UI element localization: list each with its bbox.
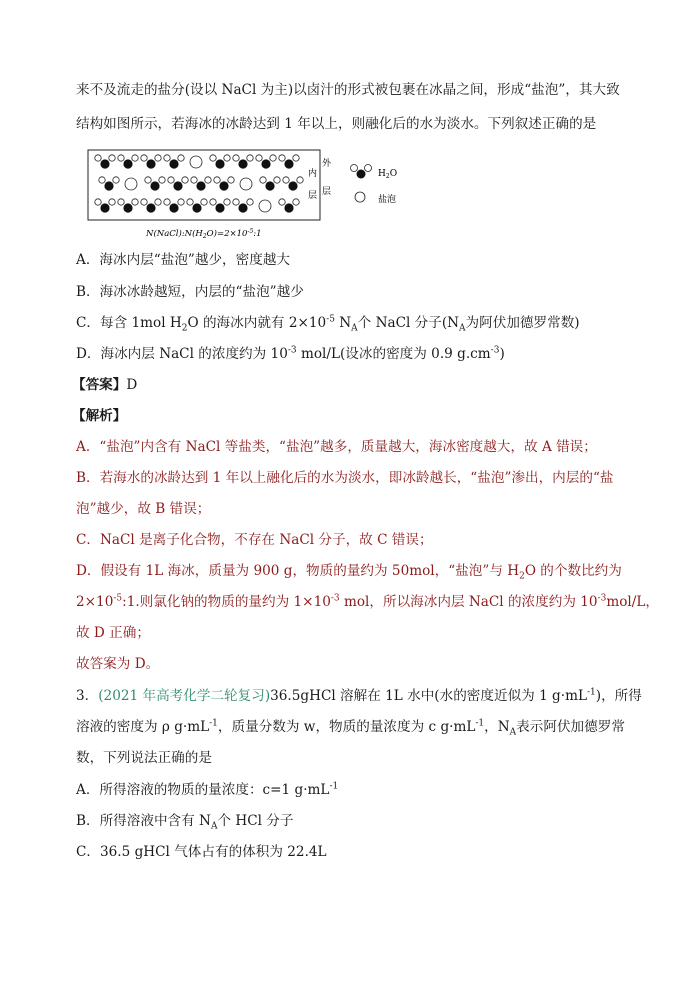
analysis-label: 【解析】 (72, 408, 127, 424)
h2o-molecule (283, 177, 303, 191)
inner-layer-label: 内 (308, 169, 318, 179)
legend-salt-label: 盐泡 (378, 195, 397, 205)
h2o-molecule (164, 199, 184, 213)
h2o-molecule (210, 155, 230, 169)
explain-d-line-3: 故 D 正确； (76, 625, 150, 641)
h2o-molecule (141, 199, 161, 213)
h2o-molecule (118, 155, 138, 169)
h2o-molecule (99, 177, 119, 191)
legend-h2o-icon (351, 165, 372, 179)
h2o-molecule (95, 155, 115, 169)
q3-option-a: A．所得溶液的物质的量浓度：c=1 $g\cdot mL^{-1}$ (76, 781, 339, 798)
intro-line-1: 来不及流走的盐分(设以 NaCl 为主)以卤汁的形式被包裹在冰晶之间，形成“盐泡”，其大致 (76, 82, 620, 98)
h2o-molecule (256, 155, 276, 169)
option-c: C．每含 1mol $H_2O$ 的海冰内就有 $2\times 10^{-5}$ $N_A$个 NaCl 分子($N_A$为阿伏加德罗常数) (76, 314, 580, 334)
h2o-molecule (145, 177, 165, 191)
outer-layer-label: 外 (322, 159, 332, 169)
h2o-molecule (141, 155, 161, 169)
h2o-molecule (95, 199, 115, 213)
intro-line-2: 结构如图所示，若海冰的冰龄达到 1 年以上，则融化后的水为淡水。下列叙述正确的是 (76, 116, 597, 132)
h2o-molecule (118, 199, 138, 213)
h2o-molecule (260, 177, 280, 191)
answer-line: 【答案】D (72, 377, 138, 393)
h2o-molecule (279, 199, 299, 213)
salt-bubble (240, 178, 252, 190)
h2o-molecule (214, 177, 234, 191)
q3-line-1: 3．(2021 年高考化学二轮复习)36.5gHCl 溶解在 1L 水中(水的密度近似为 1 $g\cdot mL^{-1}$)，所得 (76, 687, 642, 704)
molecule-grid (95, 155, 303, 213)
q3-line-3: 数，下列说法正确的是 (76, 750, 212, 766)
salt-bubble-diagram (86, 148, 416, 240)
legend-h2o-label: $H_2O$ (378, 169, 398, 180)
explain-a: A．“盐泡”内含有 NaCl 等盐类，“盐泡”越多，质量越大，海冰密度越大，故 A 错误； (76, 439, 597, 455)
h2o-molecule (164, 155, 184, 169)
outer-layer-label-2: 层 (322, 187, 332, 197)
salt-bubble (190, 156, 202, 168)
q3-line-2: 溶液的密度为 ρ $g\cdot mL^{-1}$，质量分数为 w，物质的量浓度为 c $g\cdot mL^{-1}$，$N_A$表示阿伏加德罗常 (76, 718, 625, 738)
inner-layer-label-2: 层 (308, 191, 318, 201)
h2o-molecule (279, 155, 299, 169)
explain-d-line-2: $2\times 10^{-5}:1$.则氯化钠的物质的量约为 $1\times 10^{-3}$ mol，所以海冰内层 NaCl 的浓度约为 $10^{-3}mol/L$， (76, 593, 659, 610)
explain-conclusion: 故答案为 D。 (76, 656, 160, 672)
h2o-molecule (168, 177, 188, 191)
h2o-molecule (187, 199, 207, 213)
h2o-molecule (233, 199, 253, 213)
explain-b-line-1: B．若海水的冰龄达到 1 年以上融化后的水为淡水，即冰龄越长，“盐泡”渗出，内层的“盐 (76, 470, 614, 486)
option-d: D．海冰内层 NaCl 的浓度约为 $10^{-3}$ mol/L(设冰的密度为 0.9 $g.cm^{-3}$) (76, 345, 505, 362)
option-b: B．海冰冰龄越短，内层的“盐泡”越少 (76, 284, 304, 300)
legend-salt-icon (355, 192, 365, 202)
explain-b-line-2: 泡”越少，故 B 错误； (76, 501, 211, 517)
salt-bubble (125, 178, 137, 190)
q3-option-c: C．36.5 gHCl 气体占有的体积为 22.4L (76, 844, 327, 860)
q3-source: (2021 年高考化学二轮复习) (98, 688, 271, 704)
q3-option-b: B．所得溶液中含有 $N_A$个 HCl 分子 (76, 813, 294, 832)
ratio-caption: $N(NaCl):N(H_2O)=2\times 10^{-5}:1$ (146, 228, 262, 240)
explain-c: C．NaCl 是离子化合物，不存在 NaCl 分子，故 C 错误； (76, 532, 433, 548)
salt-bubble (259, 200, 271, 212)
explain-d-line-1: D．假设有 1L 海冰，质量为 900 g，物质的量约为 50mol，“盐泡”与 $H_2O$ 的个数比约为 (76, 563, 622, 582)
h2o-molecule (210, 199, 230, 213)
option-a: A．海冰内层“盐泡”越少，密度越大 (76, 252, 291, 268)
h2o-molecule (233, 155, 253, 169)
h2o-molecule (191, 177, 211, 191)
